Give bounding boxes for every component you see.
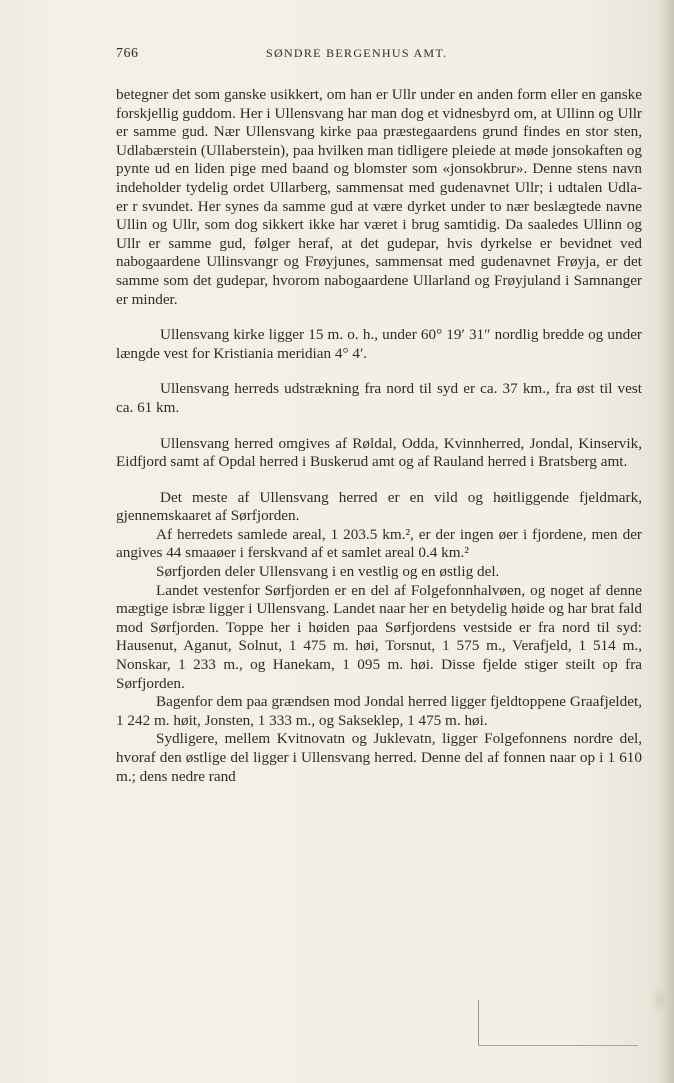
paragraph-borders: Ullensvang herred omgives af Røldal, Odda, Kvinnherred, Jondal, Kinservik, Eidfjord samt af Opdal herred i Buskerud amt og af Rauland herred i Bratsberg amt.	[116, 434, 642, 471]
paragraph-folgefonn-north: Sydligere, mellem Kvitnovatn og Juklevatn, ligger Folgefonnens nordre del, hvoraf den østlige del ligger i Ullensvang herred. Denne del af fonnen naar op i 1 610 m.; dens nedre rand	[116, 730, 642, 785]
paragraph-sorfjorden: Sørfjorden deler Ullensvang i en vestlig og en østlig del.	[156, 563, 500, 581]
paragraph-jondal-border: Bagenfor dem paa grændsen mod Jondal herred ligger fjeldtoppene Graafjeldet, 1 242 m. høit, Jonsten, 1 333 m., og Sakseklep, 1 475 m. høi.	[116, 693, 642, 729]
page-header	[116, 46, 634, 66]
paragraph-extent: Ullensvang herreds udstrækning fra nord til syd er ca. 37 km., fra øst til vest ca. 61 km.	[116, 380, 642, 416]
page-number: 766	[116, 46, 139, 61]
margin-mark-horizontal	[478, 1045, 638, 1046]
paragraph-folgefonn-peaks: Landet vestenfor Sørfjorden er en del af Folgefonnhalvøen, og noget af denne mægtige isbræ ligger i Ullensvang. Landet naar her en betydelig høide og har brat fald mod Sørfjorden. Toppe her i høiden paa Sørfjordens vestside er fra nord til syd: Hausenut, Aganut, Solnut, 1 475 m. høi, Torsnut, 1 575 m., Verafjeld, 1 514 m., Nonskar, 1 233 m., og Hanekam, 1 095 m. høi. Disse fjelde stiger steilt op fra Sørfjorden.	[116, 581, 642, 692]
paragraph-terrain: Det meste af Ullensvang herred er en vild og høitliggende fjeldmark, gjennemskaaret af Sørfjorden.	[116, 488, 642, 525]
paragraph-church-location: Ullensvang kirke ligger 15 m. o. h., under 60° 19′ 31″ nordlig bredde og under længde vest for Kristiania meridian 4° 4′.	[116, 326, 642, 362]
paragraph-ullr-etymology: betegner det som ganske usikkert, om han er Ullr under en anden form eller en ganske forskjellig guddom. Her i Ullensvang har man dog et vidnesbyrd om, at Ullinn og Ullr er samme gud. Nær Ullensvang kirke paa præstegaardens grund findes en stor sten, Udlabærstein (Ullaberstein), paa hvilken man tidligere pleiede at møde jonsokaften og pynte ud en liden pige med baand og blomster som «jonsokbrur». Denne stens navn indeholder tydelig ordet Ullarberg, sammensat med gudenavnet Ullr; i udtalen Udla- er r svundet. Her synes da samme gud at være dyrket under to nær beslægtede navne Ullin og Ullr, som dog sikkert ikke har været i brug samtidig. Da saaledes Ullinn og Ullr er samme gud, følger heraf, at det gudepar, hvis dyrkelse er bevidnet ved nabogaardene Ullinsvangr og Frøyjunes, sammensat med gudenavnet Frøyja, er det samme som det gudepar, hvorom nabogaardene Ullarland og Frøyjuland i Samnanger er minder.	[116, 86, 642, 308]
margin-mark-vertical	[478, 1000, 479, 1046]
paper-stain	[650, 985, 668, 1015]
running-head: SØNDRE BERGENHUS AMT.	[266, 46, 448, 60]
body-text	[116, 86, 642, 786]
page-edge-shadow	[660, 0, 674, 1083]
paragraph-area: Af herredets samlede areal, 1 203.5 km.², er der ingen øer i fjordene, men der angives 44 smaaøer i ferskvand af et samlet areal 0.4 km.²	[116, 525, 642, 562]
